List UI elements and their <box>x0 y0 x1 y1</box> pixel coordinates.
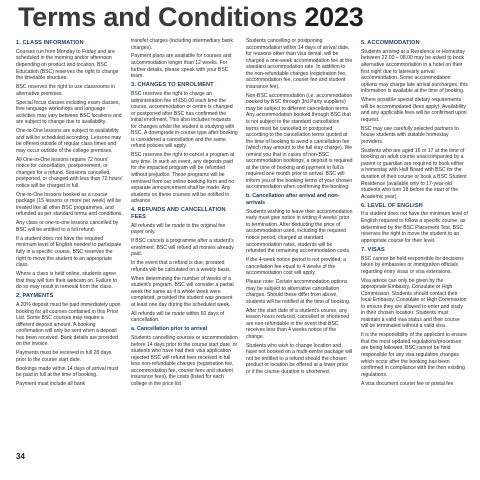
column-3 <box>246 38 353 438</box>
paragraph: Courses run from Monday to Friday and are scheduled in the morning and/or afternoon depending on product and location. BSC Education (BSC) reserves the right to change the timetable structure. <box>16 48 119 82</box>
paragraph: In the event that a refund is due, prorated refunds will be calculated on a weekly basis. <box>131 260 231 273</box>
paragraph: It is the responsibility of the applicant to ensure that the most updated regulations/processes are being followed. BSC cannot be held responsible for any visa regulation changes which occur after the booking has been confirmed in compliance with the then existing regulations. <box>361 332 467 378</box>
paragraph: Bookings made within 14 days of arrival must be paid in full at the time of booking. <box>16 365 119 379</box>
paragraph: Payment plans are available for courses and accommodation longer than 12 weeks. For further details, please speak with your BSC team. <box>131 53 232 80</box>
text-columns <box>16 38 470 438</box>
paragraph: Students arriving at a Residence or Homestay between 22.00 – 08.00 may be asked to book alternative accommodation in a hotel on their first night due to late/early arrival accommodation. Some accommodation options may charge late arrival surcharges, this information is available at the time of booking. <box>361 48 468 95</box>
paragraph: If the 4-week notice period is not provided, a cancellation fee equal to 4 weeks of the accommodation cost will apply. <box>246 257 346 277</box>
paragraph: After the start date of a student's course, any lesson hours reduced, cancelled or shortened are non-refundable in the event that BSC receives less than 4 weeks notice of the change. <box>246 307 350 340</box>
paragraph: Students cancelling or postponing accommodation within 14 days of arrival date, for reasons other than visa denial, will be charged a one-week accommodation fee at the standard accommodation rate. In addition to the non-refundable charges (registration fee, accommodation fee, courier fee and student insurance fee). <box>246 38 353 90</box>
paragraph: Visa advice can only be given by the appropriate Embassy, Consulate or High Commission. Students should contact their local Embassy, Consulate or High Commission to ensure they are allowed to enter and study in their chosen location. Students must maintain a valid visa status and their course will be terminated without a valid visa. <box>361 277 467 330</box>
title-year: 2023 <box>304 2 364 32</box>
paragraph: BSC reserves the right to charge an administration fee of £50.00 each time the course, accommodation or centre is changed or postponed after BSC has confirmed the initial enrolment. This also includes requests for changes whilst the student is studying with BSC. A downgrade in course type after booking is considered a cancellation and the same refund policies will apply. <box>131 91 238 150</box>
paragraph: When determining the number of weeks of a student's program, BSC will consider a partial week the same as if a whole week were completed, provided the student was present at least one day during the scheduled week. <box>131 275 234 308</box>
paragraph: transfer charges (including intermediary bank charges). <box>131 38 233 51</box>
section-heading: 7. VISAS <box>361 246 385 253</box>
paragraph: Special focus classes including exam classes, free language workshops and language activities may vary between BSC locations and are subject to change due to availability. <box>16 99 122 126</box>
paragraph: BSC reserves the right to cancel a program at any time. In such an event, any deposits paid for the impacted program will be refunded without prejudice. These programs will be removed from our online booking form and no separate announcement shall be made. Any students on these courses will be notified in advance. <box>131 152 235 205</box>
paragraph: One-to-One lessons booked as a course package (15 lessons or more per week) will be treated like all other BSC programmes, and refunded as per standard terms and conditions. <box>16 191 123 218</box>
paragraph: One-to-One lessons are subject to availability and will be scheduled according. Lessons may be offered outside of regular class times and may occur outside of the college premises. <box>16 128 122 154</box>
subsection-heading: b. Cancellation after arrival and non-arrivals <box>246 193 340 206</box>
paragraph: Non-BSC accommodation (i.e. accommodation booked by BSC through 3rd Party suppliers) may be subject to different cancellation terms. Any accommodation booked through BSC that is not subject to the standard cancellation terms must be cancelled or postponed according to the cancellation terms quoted at the time of booking to avoid a cancellation fee (which may amount to the full stay charge). We remind you that in cases of non-BSC accommodation bookings, a deposit is required at the time of booking and payment in full is required one month prior to arrival. BSC will inform you of the booking terms of your chosen accommodation when confirming the booking. <box>246 92 353 191</box>
paragraph: Please note: Certain accommodation options may be subject to alternative cancellation charges. Should these differ from above, students will be notified at the time of booking. <box>246 279 351 305</box>
column-2 <box>131 38 238 438</box>
paragraph: BSC reserves the right to use classrooms in alternative premises. <box>16 84 116 97</box>
section-heading: 5. ACCOMMODATION <box>361 40 420 46</box>
paragraph: A visa document courier fee or postal fee <box>361 380 454 387</box>
paragraph: Where a class is held online, students agree that they will turn their webcam on. Failure to do so may result in removal from the class. <box>16 271 118 291</box>
paragraph: BSC cannot be held responsible for decisions taken by embassies or immigration officials regarding entry visas or visa extensions. <box>361 255 464 275</box>
section-heading: 2. PAYMENTS <box>16 293 54 300</box>
paragraph: All refunds will be made to the original fee payer only. <box>131 222 226 236</box>
title-text: Terms and Conditions <box>18 2 298 32</box>
paragraph: If a student does not have the minimum level of English required to follow a specific course, as determined by the BSC Placement Test, BSC reserves the right to move the student to an appropriate course for their level. <box>361 211 468 244</box>
paragraph: All refunds will be made within 60 days of cancellation. <box>131 310 225 324</box>
paragraph: If BSC cancels a programme after a student's enrolment, BSC will refund all monies already paid. <box>131 238 234 258</box>
section-heading: 3. CHANGES TO ENROLMENT <box>131 82 214 89</box>
section-heading: 1. CLASS INFORMATION <box>16 40 84 46</box>
paragraph: Students who are aged 16 or 17 at the time of booking an adult course unaccompanied by a parent or guardian are required to book either a homestay with Half Board with BSC for the duration of their course or book a BSC Student Residence (available only to 17-year-old students who turn 18 before the start of the Academic year). <box>361 147 467 200</box>
paragraph: Students who wish to change location and have not booked on a multi-centre package will not be entitled to a refund should the chosen product or location be offered at a lower price or if the course duration is shortened. <box>246 342 353 375</box>
paragraph: BSC may use carefully selected partners to house students with suitable homestay providers. <box>361 125 459 145</box>
paragraph: If a student does not have the required minimum level of English needed to participate fully in a specific course, BSC reserves the right to move the student to an appropriate class. <box>16 235 122 269</box>
subsection-heading: a. Cancellation prior to arrival <box>131 326 208 333</box>
paragraph: All One-to-One lessons require 72 hours' notice for cancellation, postponement, or changes for a refund. Sessions cancelled, postponed, or changed with less than 72 hours' notice will be charged in full. <box>16 156 123 189</box>
section-heading: 4. REFUNDS AND CANCELLATION FEES <box>131 207 226 220</box>
paragraph: Payment must include all bank <box>16 381 86 388</box>
paragraph: Where possible special dietary requirements will be accommodated (fees apply). Availability and any applicable fees will be confirmed upon request. <box>361 97 467 123</box>
paragraph: Any class or one-to-one lessons cancelled by BSC will be entitled to a full refund. <box>16 220 119 233</box>
paragraph: Students wishing to leave their accommodation early must give notice in writing 4 weeks' prior to termination. After deducting the price of accommodation used, including the required notice period, charged at standard accommodation rates, students will be refunded the remaining accommodation costs. <box>246 208 353 255</box>
column-1 <box>16 38 123 438</box>
column-4 <box>361 38 468 438</box>
paragraph: A 20% deposit must be paid immediately upon booking for all courses contained in this Price List. Some BSC courses may require a different deposit amount. A booking confirmation will only be sent when a deposit has been received. Bank details are provided on the invoice. <box>16 301 121 348</box>
paragraph: Students cancelling courses or accommodation before 14 days prior to the course start date, or students who have had their visa application rejected BSC will refund fees received in full less non-refundable charges (registration fee, accommodation fee, courier fees and student insurance fees), the costs (listed for each college in the price list <box>131 335 238 387</box>
paragraph: Payments must be received in full 28 days prior to the course start date. <box>16 350 112 363</box>
page-title <box>18 2 364 33</box>
page-number: 34 <box>16 452 25 461</box>
section-heading: 6. LEVEL OF ENGLISH <box>361 202 423 209</box>
